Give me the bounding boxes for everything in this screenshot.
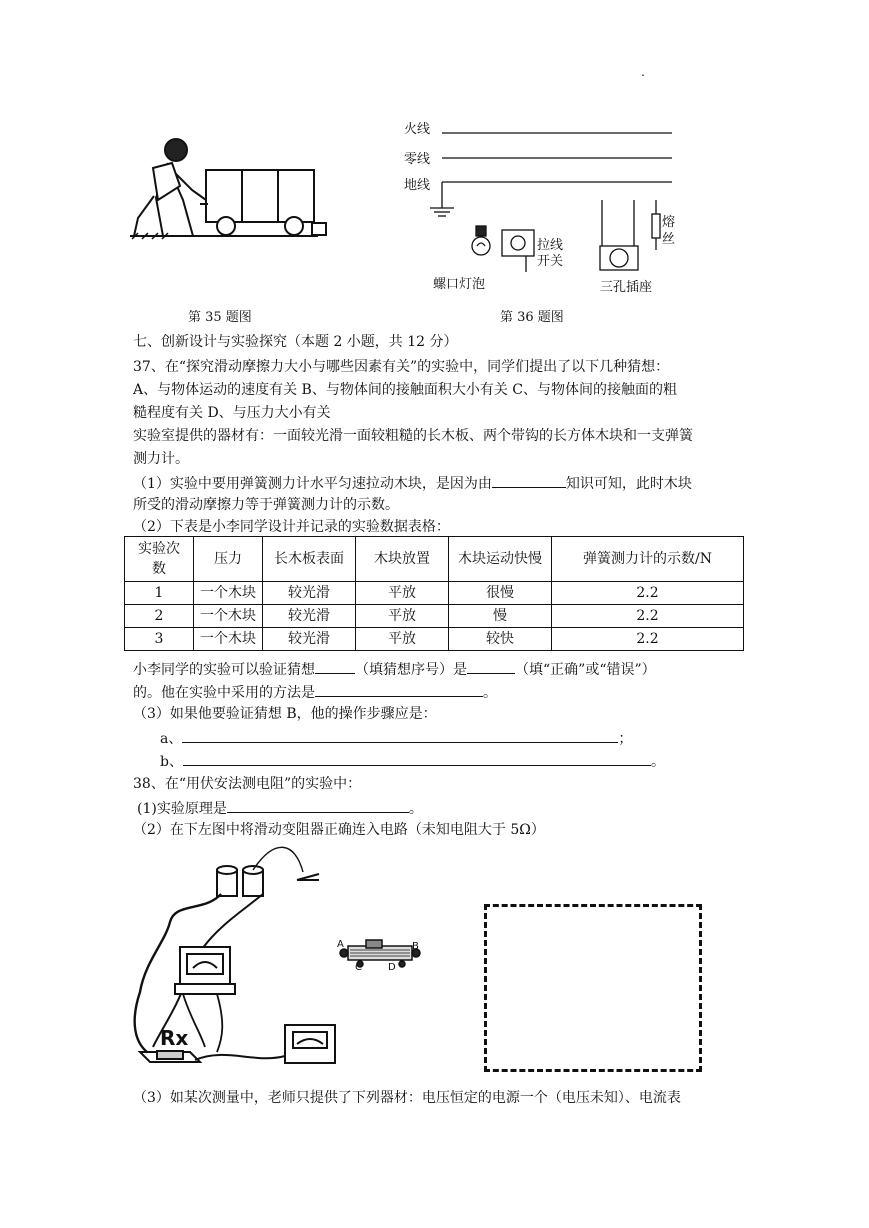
- circuit-diagram-answer-box[interactable]: [484, 904, 702, 1072]
- q37-correct-wrong-blank[interactable]: [467, 658, 515, 674]
- q37-after-table-line-1: [133, 658, 656, 680]
- q38-part3-line: （3）如某次测量中，老师只提供了下列器材：电压恒定的电源一个（电压未知）、电流表: [133, 1090, 681, 1106]
- bulb-label: 螺口灯泡: [433, 277, 486, 292]
- table-cell: 2.2: [552, 628, 744, 651]
- figure-35-cart-illustration: [128, 108, 358, 243]
- section-7-title: 七、创新设计与实验探究（本题 2 小题，共 12 分）: [133, 334, 458, 350]
- q37-equipment-line-1: 实验室提供的器材有：一面较光滑一面较粗糙的长木板、两个带钩的长方体木块和一支弹簧: [133, 428, 693, 444]
- rheostat-label-b: B: [412, 941, 419, 952]
- q37-method-blank[interactable]: [315, 681, 483, 697]
- q37-guess-text: 小李同学的实验可以验证猜想: [133, 662, 315, 678]
- table-cell: 一个木块: [194, 605, 263, 628]
- page-marker: .: [641, 65, 645, 79]
- q38-principle-text: (1)实验原理是: [137, 801, 227, 817]
- q37-stem: 37、在“探究滑动摩擦力大小与哪些因素有关”的实验中，同学们提出了以下几种猜想：: [133, 359, 670, 375]
- q37-method-end: 。: [483, 685, 497, 701]
- table-cell: 2.2: [552, 605, 744, 628]
- q37-part2-line: （2）下表是小李同学设计并记录的实验数据表格：: [133, 519, 450, 535]
- q37-after-table-line-2: [133, 681, 497, 703]
- table-cell: 较光滑: [263, 605, 356, 628]
- table-cell: 平放: [356, 605, 449, 628]
- table-cell: 较光滑: [263, 582, 356, 605]
- table-header-placement: 木块放置: [356, 537, 449, 582]
- q38-part1-line: [137, 797, 423, 819]
- q37-options-line-1: A、与物体运动的速度有关 B、与物体间的接触面积大小有关 C、与物体间的接触面的粗: [133, 382, 678, 398]
- table-cell: 2.2: [552, 582, 744, 605]
- q37-part1-text-b: 知识可知，此时木块: [565, 476, 692, 492]
- table-header-speed: 木块运动快慢: [449, 537, 552, 582]
- table-cell: 平放: [356, 628, 449, 651]
- table-header-pressure: 压力: [194, 537, 263, 582]
- q37-step-b-line: [160, 750, 665, 772]
- table-cell: 2: [125, 605, 194, 628]
- q38-principle-blank[interactable]: [227, 797, 409, 813]
- switch-label-2: 开关: [537, 254, 564, 269]
- q37-part3-line: （3）如果他要验证猜想 B，他的操作步骤应是：: [133, 706, 437, 722]
- table-row: [125, 628, 744, 651]
- step-a-blank[interactable]: [182, 727, 618, 743]
- q37-guess-text-c: （填“正确”或“错误”）: [515, 662, 656, 678]
- q38-stem: 38、在“用伏安法测电阻”的实验中：: [133, 776, 362, 792]
- q37-part1-line-2: 所受的滑动摩擦力等于弹簧测力计的示数。: [133, 497, 399, 513]
- q38-part2-line: （2）在下左图中将滑动变阻器正确连入电路（未知电阻大于 5Ω）: [133, 822, 545, 838]
- q37-part1-answer-blank[interactable]: [492, 472, 566, 488]
- neutral-wire-label: 零线: [404, 152, 431, 167]
- q37-guess-text-b: （填猜想序号）是: [355, 662, 467, 678]
- figure-36-caption: 第 36 题图: [500, 310, 564, 325]
- table-header-reading: 弹簧测力计的示数/N: [552, 537, 744, 582]
- q37-part1-text-a: （1）实验中要用弹簧测力计水平匀速拉动木块，是因为由: [133, 476, 492, 492]
- table-cell: 1: [125, 582, 194, 605]
- step-a-label: a、: [160, 731, 183, 747]
- table-cell: 很慢: [449, 582, 552, 605]
- table-header-trial: 实验次数: [125, 537, 194, 582]
- table-cell: 一个木块: [194, 628, 263, 651]
- q38-principle-end: 。: [408, 801, 423, 817]
- live-wire-label: 火线: [404, 122, 431, 137]
- switch-label-1: 拉线: [537, 238, 564, 253]
- table-cell: 一个木块: [194, 582, 263, 605]
- rheostat-label-c: C: [355, 962, 362, 973]
- q37-guess-number-blank[interactable]: [315, 658, 355, 674]
- q37-step-a-line: [160, 727, 632, 749]
- step-a-end: ；: [618, 731, 633, 747]
- table-header-surface: 长木板表面: [263, 537, 356, 582]
- table-cell: 较快: [449, 628, 552, 651]
- fuse-label-1: 熔: [662, 215, 676, 230]
- figure-35-caption: 第 35 题图: [188, 310, 252, 325]
- experiment-data-table: [124, 536, 744, 651]
- table-cell: 3: [125, 628, 194, 651]
- fuse-label-2: 丝: [662, 232, 676, 247]
- table-row: [125, 582, 744, 605]
- rx-label: Rx: [160, 1026, 189, 1050]
- ground-wire-label: 地线: [404, 178, 431, 193]
- rheostat-label-a: A: [337, 939, 344, 950]
- q37-equipment-line-2: 测力计。: [133, 451, 189, 467]
- q37-options-line-2: 糙程度有关 D、与压力大小有关: [133, 405, 331, 421]
- q37-method-text: 的。他在实验中采用的方法是: [133, 685, 315, 701]
- table-cell: 慢: [449, 605, 552, 628]
- table-cell: 平放: [356, 582, 449, 605]
- rheostat-label-d: D: [388, 962, 396, 973]
- table-row: [125, 605, 744, 628]
- q37-part1-line-1: [133, 472, 692, 494]
- socket-label: 三孔插座: [600, 280, 653, 295]
- step-b-blank[interactable]: [183, 750, 651, 766]
- step-b-label: b、: [160, 754, 183, 770]
- table-cell: 较光滑: [263, 628, 356, 651]
- step-b-end: 。: [650, 754, 665, 770]
